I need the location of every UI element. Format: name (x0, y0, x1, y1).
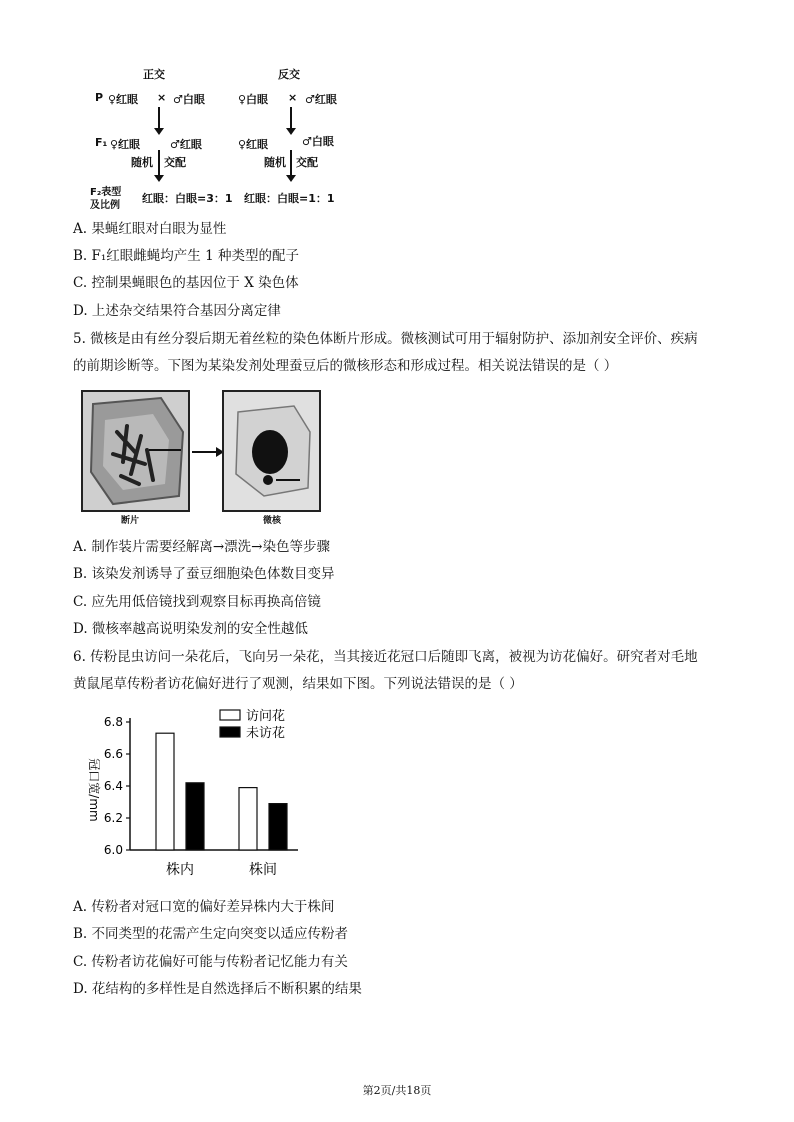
zheng-p-male: ♂白眼 (173, 93, 205, 106)
fan-f2-ratio: 红眼：白眼=1：1 (244, 192, 335, 205)
q6-option-a: A. 传粉者对冠口宽的偏好差异株内大于株间 (73, 899, 335, 915)
q5-option-d: D. 微核率越高说明染发剂的安全性越低 (73, 621, 308, 637)
page-footer: 第2页/共18页 (362, 1084, 432, 1097)
zheng-f1-female: ♀红眼 (110, 138, 141, 151)
bar-visited (156, 733, 174, 850)
fan-mating-label: 交配 (296, 156, 318, 169)
q5-option-b: B. 该染发剂诱导了蚕豆细胞染色体数目变异 (73, 566, 335, 582)
q5-option-c: C. 应先用低倍镜找到观察目标再换高倍镜 (73, 594, 321, 610)
y-tick-label: 6.6 (103, 747, 123, 761)
chart-y-axis-label: 冠口宽/mm (87, 758, 101, 822)
fan-f1-female: ♀红眼 (238, 138, 269, 151)
legend-label: 访问花 (246, 709, 286, 724)
bar-visited (239, 788, 257, 850)
y-tick-label: 6.4 (103, 779, 123, 793)
zheng-f1-male: ♂红眼 (170, 138, 202, 151)
q6-option-c: C. 传粉者访花偏好可能与传粉者记忆能力有关 (73, 954, 348, 970)
chart-x-labels (166, 861, 277, 878)
fan-random-label: 随机 (264, 156, 286, 169)
zheng-f1-to-f2-arrow (158, 150, 160, 176)
fan-f1-male: ♂白眼 (302, 135, 334, 148)
fan-p-to-f1-arrow (290, 107, 292, 129)
zheng-random-label: 随机 (131, 156, 153, 169)
fan-p-cross-sign: × (288, 91, 298, 104)
zheng-mating-label: 交配 (164, 156, 186, 169)
f2-label-line1: F₂表型 (90, 187, 122, 198)
legend-swatch (220, 710, 240, 720)
f1-generation-label: F₁ (95, 136, 108, 149)
bar-unvisited (186, 783, 204, 850)
fanjiao-title: 反交 (278, 68, 300, 81)
fragment-cell-image (83, 392, 188, 510)
q5-stem-line2: 的前期诊断等。下图为某染发剂处理蚕豆后的微核形态和形成过程。相关说法错误的是（ ） (73, 358, 618, 374)
y-tick-label: 6.8 (103, 715, 123, 729)
x-category-label: 株间 (249, 862, 277, 878)
micronucleus-cell-image (224, 392, 319, 510)
fan-f1-to-f2-arrow (290, 150, 292, 176)
y-tick-label: 6.2 (103, 811, 123, 825)
q6-option-d: D. 花结构的多样性是自然选择后不断积累的结果 (73, 981, 362, 997)
q5-stem-line1: 5. 微核是由有丝分裂后期无着丝粒的染色体断片形成。微核测试可用于辐射防护、添加剂安全评价、疾病 (73, 331, 698, 347)
p-generation-label: P (95, 91, 104, 104)
micrograph-micronucleus (222, 390, 321, 512)
f2-label-line2: 及比例 (90, 200, 120, 211)
micrograph-fragment (81, 390, 190, 512)
visit-preference-bar-chart (70, 700, 310, 890)
q6-stem-line1: 6. 传粉昆虫访问一朵花后，飞向另一朵花，当其接近花冠口后随即飞离，被视为访花偏好。研究者对毛地 (73, 649, 698, 665)
x-category-label: 株内 (166, 862, 194, 878)
chart-legend (220, 709, 285, 741)
q6-option-b: B. 不同类型的花需产生定向突变以适应传粉者 (73, 926, 349, 942)
zheng-f2-ratio: 红眼：白眼=3：1 (142, 192, 233, 205)
fragment-caption: 断片 (121, 516, 140, 526)
bar-unvisited (269, 804, 287, 850)
q5-option-a: A. 制作装片需要经解离→漂洗→染色等步骤 (73, 539, 330, 555)
zhengjiao-title: 正交 (143, 68, 165, 81)
zheng-p-to-f1-arrow (158, 107, 160, 129)
chart-y-ticks (104, 715, 130, 857)
process-arrow-icon (192, 446, 224, 458)
chart-bars (156, 733, 287, 850)
q4-option-d: D. 上述杂交结果符合基因分离定律 (73, 303, 281, 319)
zheng-p-female: ♀红眼 (108, 93, 139, 106)
q4-option-b: B. F₁红眼雌蝇均产生 1 种类型的配子 (73, 248, 299, 264)
fan-p-male: ♂红眼 (305, 93, 337, 106)
q6-stem-line2: 黄鼠尾草传粉者访花偏好进行了观测，结果如下图。下列说法错误的是（ ） (73, 676, 523, 692)
fan-p-female: ♀白眼 (238, 93, 269, 106)
zheng-p-cross-sign: × (157, 91, 167, 104)
y-tick-label: 6.0 (103, 843, 123, 857)
legend-label: 未访花 (246, 726, 286, 741)
micronucleus-caption: 微核 (263, 516, 282, 526)
q4-option-a: A. 果蝇红眼对白眼为显性 (73, 221, 227, 237)
legend-swatch (220, 727, 240, 737)
q4-option-c: C. 控制果蝇眼色的基因位于 X 染色体 (73, 275, 299, 291)
